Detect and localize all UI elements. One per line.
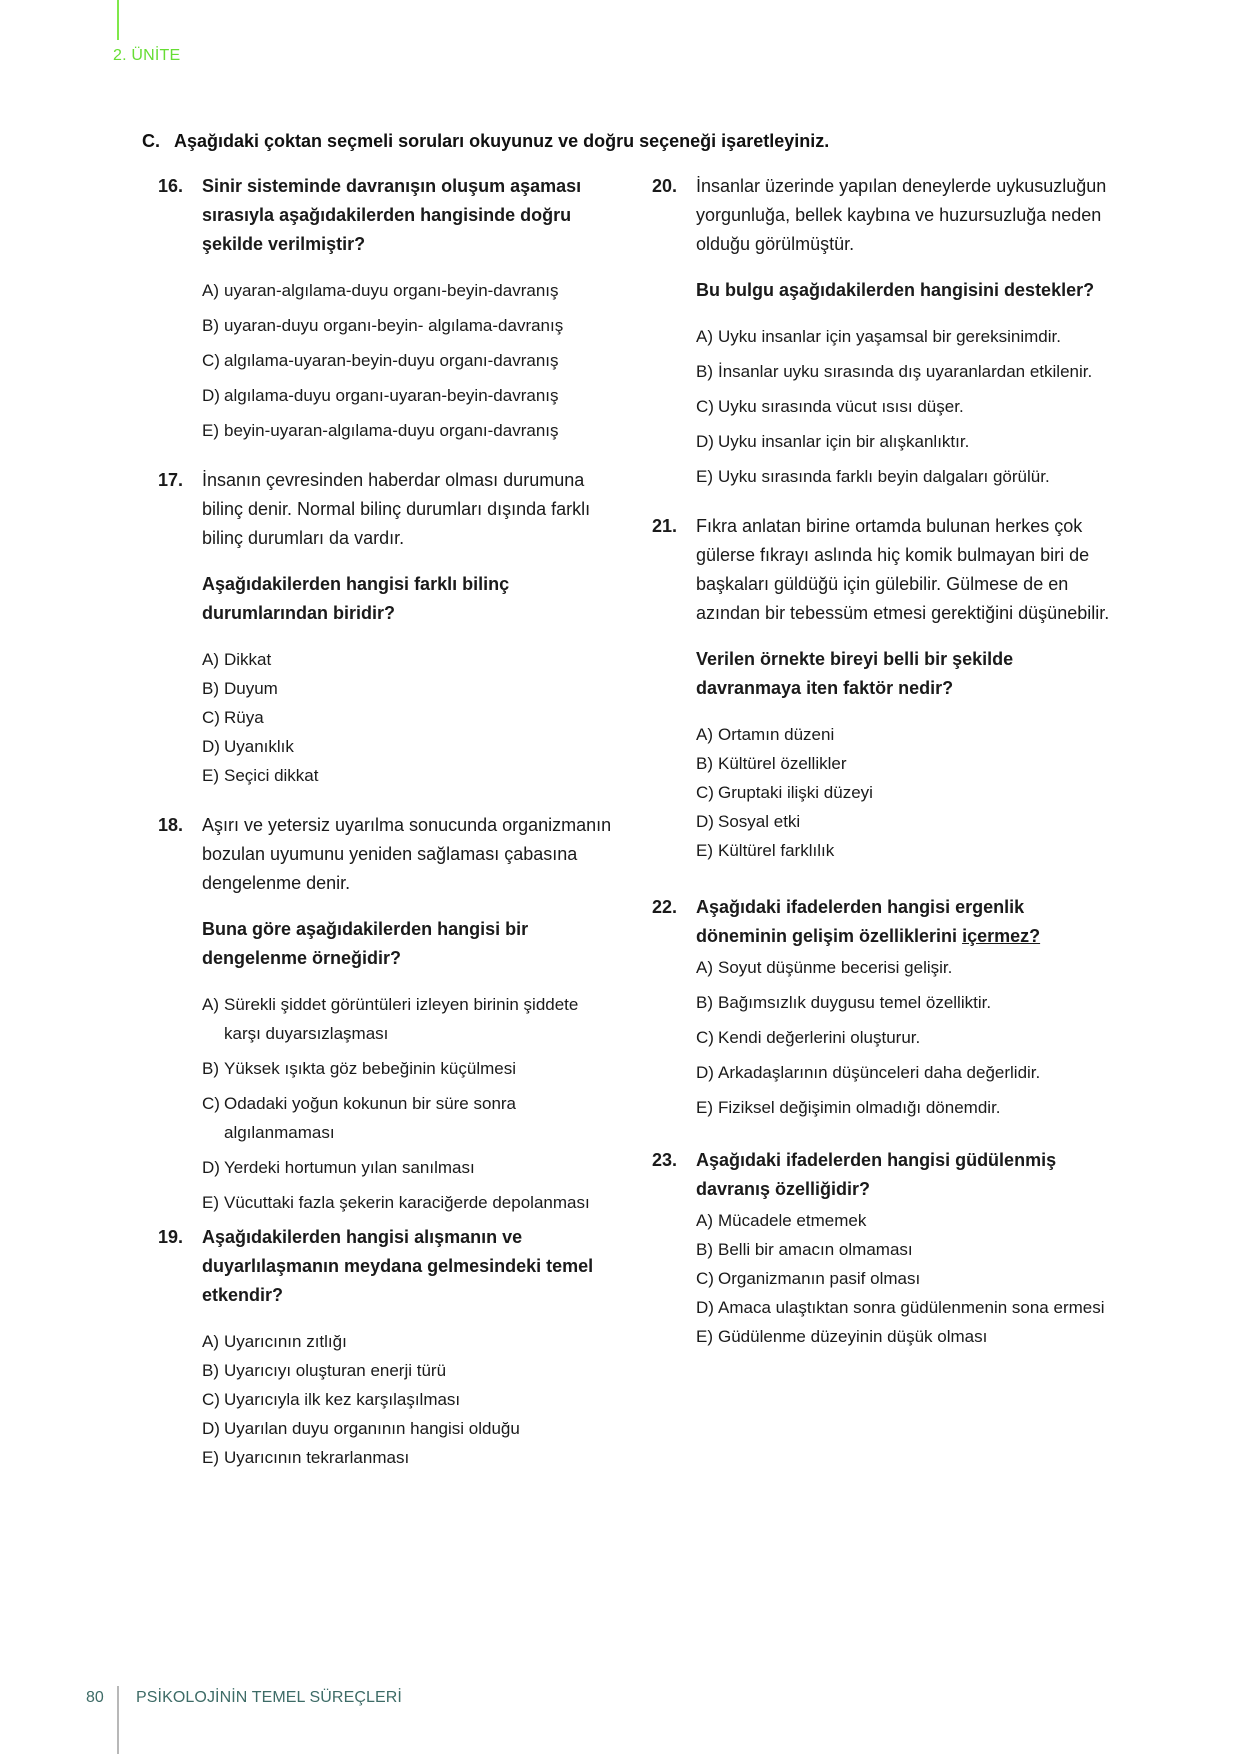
book-title: PSİKOLOJİNİN TEMEL SÜREÇLERİ <box>136 1689 402 1706</box>
option-label: E) <box>202 421 219 440</box>
option-text: Ortamın düzeni <box>718 725 835 744</box>
option-a[interactable] <box>202 990 618 1048</box>
option-label: A) <box>696 1211 713 1230</box>
option-text: Kültürel farklılık <box>718 841 835 860</box>
option-label: C) <box>696 397 714 416</box>
question-22 <box>652 893 1112 1122</box>
left-column <box>158 172 618 1472</box>
section-letter: C. <box>142 131 160 151</box>
options-list <box>202 1327 618 1472</box>
question-prompt: Verilen örnekte bireyi belli bir şekilde davranmaya iten faktör nedir? <box>696 649 1014 698</box>
option-label: E) <box>696 841 713 860</box>
option-a[interactable] <box>202 276 618 305</box>
option-text: Uyarılan duyu organının hangisi olduğu <box>224 1419 520 1438</box>
option-d[interactable] <box>696 807 1112 836</box>
option-label: D) <box>202 1158 220 1177</box>
question-20 <box>652 172 1112 491</box>
option-b[interactable] <box>202 311 618 340</box>
option-text: Güdülenme düzeyinin düşük olması <box>718 1327 988 1346</box>
option-text: Kendi değerlerini oluşturur. <box>718 1028 921 1047</box>
option-text: Odadaki yoğun kokunun bir süre sonra algılanmaması <box>224 1094 517 1142</box>
option-label: A) <box>202 995 219 1014</box>
options-list <box>696 322 1112 491</box>
option-b[interactable] <box>202 674 618 703</box>
option-label: C) <box>696 1028 714 1047</box>
question-prompt: Aşağıdakilerden hangisi farklı bilinç durumlarından biridir? <box>202 574 510 623</box>
question-number: 21. <box>652 516 678 536</box>
option-e[interactable] <box>202 416 618 445</box>
option-c[interactable] <box>202 703 618 732</box>
option-text: Dikkat <box>224 650 272 669</box>
option-d[interactable] <box>202 1153 618 1182</box>
option-d[interactable] <box>696 427 1112 456</box>
option-c[interactable] <box>202 1089 618 1147</box>
option-text: Soyut düşünme becerisi gelişir. <box>718 958 953 977</box>
option-label: E) <box>202 1448 219 1467</box>
question-18 <box>158 811 618 1217</box>
option-text: Kültürel özellikler <box>718 754 847 773</box>
options-list <box>696 720 1112 865</box>
option-label: D) <box>696 1298 714 1317</box>
option-label: E) <box>696 467 713 486</box>
question-number: 18. <box>158 815 184 835</box>
option-label: A) <box>202 281 219 300</box>
stem-text: Aşağıdaki ifadelerden hangisi ergenlik döneminin gelişim özelliklerini <box>696 897 1025 946</box>
option-label: E) <box>202 1193 219 1212</box>
option-e[interactable] <box>696 462 1112 491</box>
option-text: algılama-duyu organı-uyaran-beyin-davranış <box>224 386 559 405</box>
option-a[interactable] <box>202 1327 618 1356</box>
option-label: B) <box>696 754 713 773</box>
question-number: 17. <box>158 470 184 490</box>
question-16 <box>158 172 618 445</box>
option-a[interactable] <box>696 322 1112 351</box>
option-text: Uyarıcının tekrarlanması <box>224 1448 410 1467</box>
question-stem: Aşırı ve yetersiz uyarılma sonucunda organizmanın bozulan uyumunu yeniden sağlaması çabasına dengelenme denir. <box>202 815 612 893</box>
option-text: Vücuttaki fazla şekerin karaciğerde depolanması <box>224 1193 590 1212</box>
option-a[interactable] <box>696 1206 1112 1235</box>
question-stem: Fıkra anlatan birine ortamda bulunan herkes çok gülerse fıkrayı aslında hiç komik bulmayan biri de başkaları güldüğü için gülebilir. Gülmese de en azından bir tebessüm etmesi gerektiğini düşünebilir. <box>696 516 1110 623</box>
option-text: Seçici dikkat <box>224 766 319 785</box>
option-label: A) <box>696 327 713 346</box>
option-text: Sosyal etki <box>718 812 801 831</box>
option-text: Uyku insanlar için yaşamsal bir gereksinimdir. <box>718 327 1061 346</box>
stem-underlined-text: içermez? <box>962 926 1041 946</box>
options-list <box>202 990 618 1217</box>
question-21 <box>652 512 1112 865</box>
option-a[interactable] <box>202 645 618 674</box>
option-c[interactable] <box>696 392 1112 421</box>
option-text: Uyarıcıyla ilk kez karşılaşılması <box>224 1390 461 1409</box>
question-stem: İnsanlar üzerinde yapılan deneylerde uykusuzluğun yorgunluğa, bellek kaybına ve huzursuzluğa neden olduğu görülmüştür. <box>696 176 1107 254</box>
option-label: D) <box>696 1063 714 1082</box>
question-prompt: Bu bulgu aşağıdakilerden hangisini destekler? <box>696 280 1095 300</box>
option-text: Uyarıcının zıtlığı <box>224 1332 347 1351</box>
option-text: İnsanlar uyku sırasında dış uyaranlardan etkilenir. <box>718 362 1093 381</box>
options-list <box>696 953 1112 1122</box>
page-number: 80 <box>86 1689 104 1706</box>
option-label: E) <box>202 766 219 785</box>
option-e[interactable] <box>202 761 618 790</box>
option-text: Uyanıklık <box>224 737 294 756</box>
option-d[interactable] <box>696 1293 1112 1322</box>
option-label: D) <box>696 432 714 451</box>
option-label: A) <box>696 958 713 977</box>
option-c[interactable] <box>202 346 618 375</box>
option-label: A) <box>696 725 713 744</box>
options-list <box>696 1206 1112 1351</box>
option-label: A) <box>202 1332 219 1351</box>
instructions-text: Aşağıdaki çoktan seçmeli soruları okuyunuz ve doğru seçeneği işaretleyiniz. <box>174 131 830 151</box>
option-text: Arkadaşlarının düşünceleri daha değerlidir. <box>718 1063 1041 1082</box>
question-number: 20. <box>652 176 678 196</box>
question-stem: Aşağıdaki ifadelerden hangisi güdülenmiş davranış özelliğidir? <box>696 1150 1057 1199</box>
option-label: B) <box>202 679 219 698</box>
options-list <box>202 645 618 790</box>
option-b[interactable] <box>202 1054 618 1083</box>
option-d[interactable] <box>202 1414 618 1443</box>
option-label: C) <box>202 351 220 370</box>
option-text: uyaran-algılama-duyu organı-beyin-davranış <box>224 281 559 300</box>
option-a[interactable] <box>696 953 1112 982</box>
option-text: Duyum <box>224 679 278 698</box>
option-e[interactable] <box>696 836 1112 865</box>
option-label: B) <box>696 1240 713 1259</box>
question-number: 22. <box>652 897 678 917</box>
question-19 <box>158 1223 618 1472</box>
option-e[interactable] <box>202 1443 618 1472</box>
option-e[interactable] <box>202 1188 618 1217</box>
question-23 <box>652 1146 1112 1351</box>
options-list <box>202 276 618 445</box>
option-label: D) <box>202 386 220 405</box>
option-b[interactable] <box>696 1235 1112 1264</box>
question-stem: Aşağıdakilerden hangisi alışmanın ve duyarlılaşmanın meydana gelmesindeki temel etkendir? <box>202 1227 594 1305</box>
option-label: E) <box>696 1098 713 1117</box>
option-label: B) <box>696 362 713 381</box>
option-label: D) <box>696 812 714 831</box>
option-label: A) <box>202 650 219 669</box>
option-text: Mücadele etmemek <box>718 1211 867 1230</box>
question-number: 16. <box>158 176 184 196</box>
option-label: C) <box>696 783 714 802</box>
option-b[interactable] <box>202 1356 618 1385</box>
header-rule <box>117 0 119 40</box>
option-label: B) <box>202 1361 219 1380</box>
option-c[interactable] <box>202 1385 618 1414</box>
option-text: Organizmanın pasif olması <box>718 1269 921 1288</box>
option-text: beyin-uyaran-algılama-duyu organı-davranış <box>224 421 559 440</box>
option-e[interactable] <box>696 1322 1112 1351</box>
question-prompt: Buna göre aşağıdakilerden hangisi bir dengelenme örneğidir? <box>202 919 529 968</box>
option-text: algılama-uyaran-beyin-duyu organı-davranış <box>224 351 559 370</box>
question-stem: İnsanın çevresinden haberdar olması durumuna bilinç denir. Normal bilinç durumları dışında farklı bilinç durumları da vardır. <box>202 470 591 548</box>
option-text: Belli bir amacın olmaması <box>718 1240 913 1259</box>
option-label: B) <box>696 993 713 1012</box>
option-text: Sürekli şiddet görüntüleri izleyen birinin şiddete karşı duyarsızlaşması <box>224 995 579 1043</box>
question-stem: Sinir sisteminde davranışın oluşum aşaması sırasıyla aşağıdakilerden hangisinde doğru şekilde verilmiştir? <box>202 176 582 254</box>
option-b[interactable] <box>696 357 1112 386</box>
option-d[interactable] <box>202 732 618 761</box>
footer-rule <box>117 1686 119 1754</box>
question-17 <box>158 466 618 790</box>
option-d[interactable] <box>202 381 618 410</box>
option-text: Uyku insanlar için bir alışkanlıktır. <box>718 432 970 451</box>
option-label: D) <box>202 737 220 756</box>
option-text: Amaca ulaştıktan sonra güdülenmenin sona ermesi <box>718 1298 1105 1317</box>
option-b[interactable] <box>696 749 1112 778</box>
option-label: E) <box>696 1327 713 1346</box>
question-stem <box>696 893 1112 951</box>
option-text: Uyku sırasında farklı beyin dalgaları görülür. <box>718 467 1050 486</box>
option-text: Yüksek ışıkta göz bebeğinin küçülmesi <box>224 1059 516 1078</box>
option-text: Bağımsızlık duygusu temel özelliktir. <box>718 993 992 1012</box>
option-label: C) <box>202 1094 220 1113</box>
option-c[interactable] <box>696 1023 1112 1052</box>
option-label: B) <box>202 316 219 335</box>
option-a[interactable] <box>696 720 1112 749</box>
option-text: Uyarıcıyı oluşturan enerji türü <box>224 1361 447 1380</box>
option-text: Yerdeki hortumun yılan sanılması <box>224 1158 475 1177</box>
right-column <box>652 172 1112 1351</box>
option-text: Fiziksel değişimin olmadığı dönemdir. <box>718 1098 1001 1117</box>
option-b[interactable] <box>696 988 1112 1017</box>
question-number: 23. <box>652 1150 678 1170</box>
option-c[interactable] <box>696 1264 1112 1293</box>
option-text: Uyku sırasında vücut ısısı düşer. <box>718 397 964 416</box>
question-number: 19. <box>158 1227 184 1247</box>
option-text: Rüya <box>224 708 264 727</box>
option-d[interactable] <box>696 1058 1112 1087</box>
option-label: C) <box>696 1269 714 1288</box>
option-text: Gruptaki ilişki düzeyi <box>718 783 873 802</box>
option-label: B) <box>202 1059 219 1078</box>
unit-label: 2. ÜNİTE <box>113 47 181 64</box>
option-text: uyaran-duyu organı-beyin- algılama-davranış <box>224 316 564 335</box>
option-label: D) <box>202 1419 220 1438</box>
option-c[interactable] <box>696 778 1112 807</box>
option-e[interactable] <box>696 1093 1112 1122</box>
section-instructions <box>142 131 829 152</box>
option-label: C) <box>202 1390 220 1409</box>
option-label: C) <box>202 708 220 727</box>
